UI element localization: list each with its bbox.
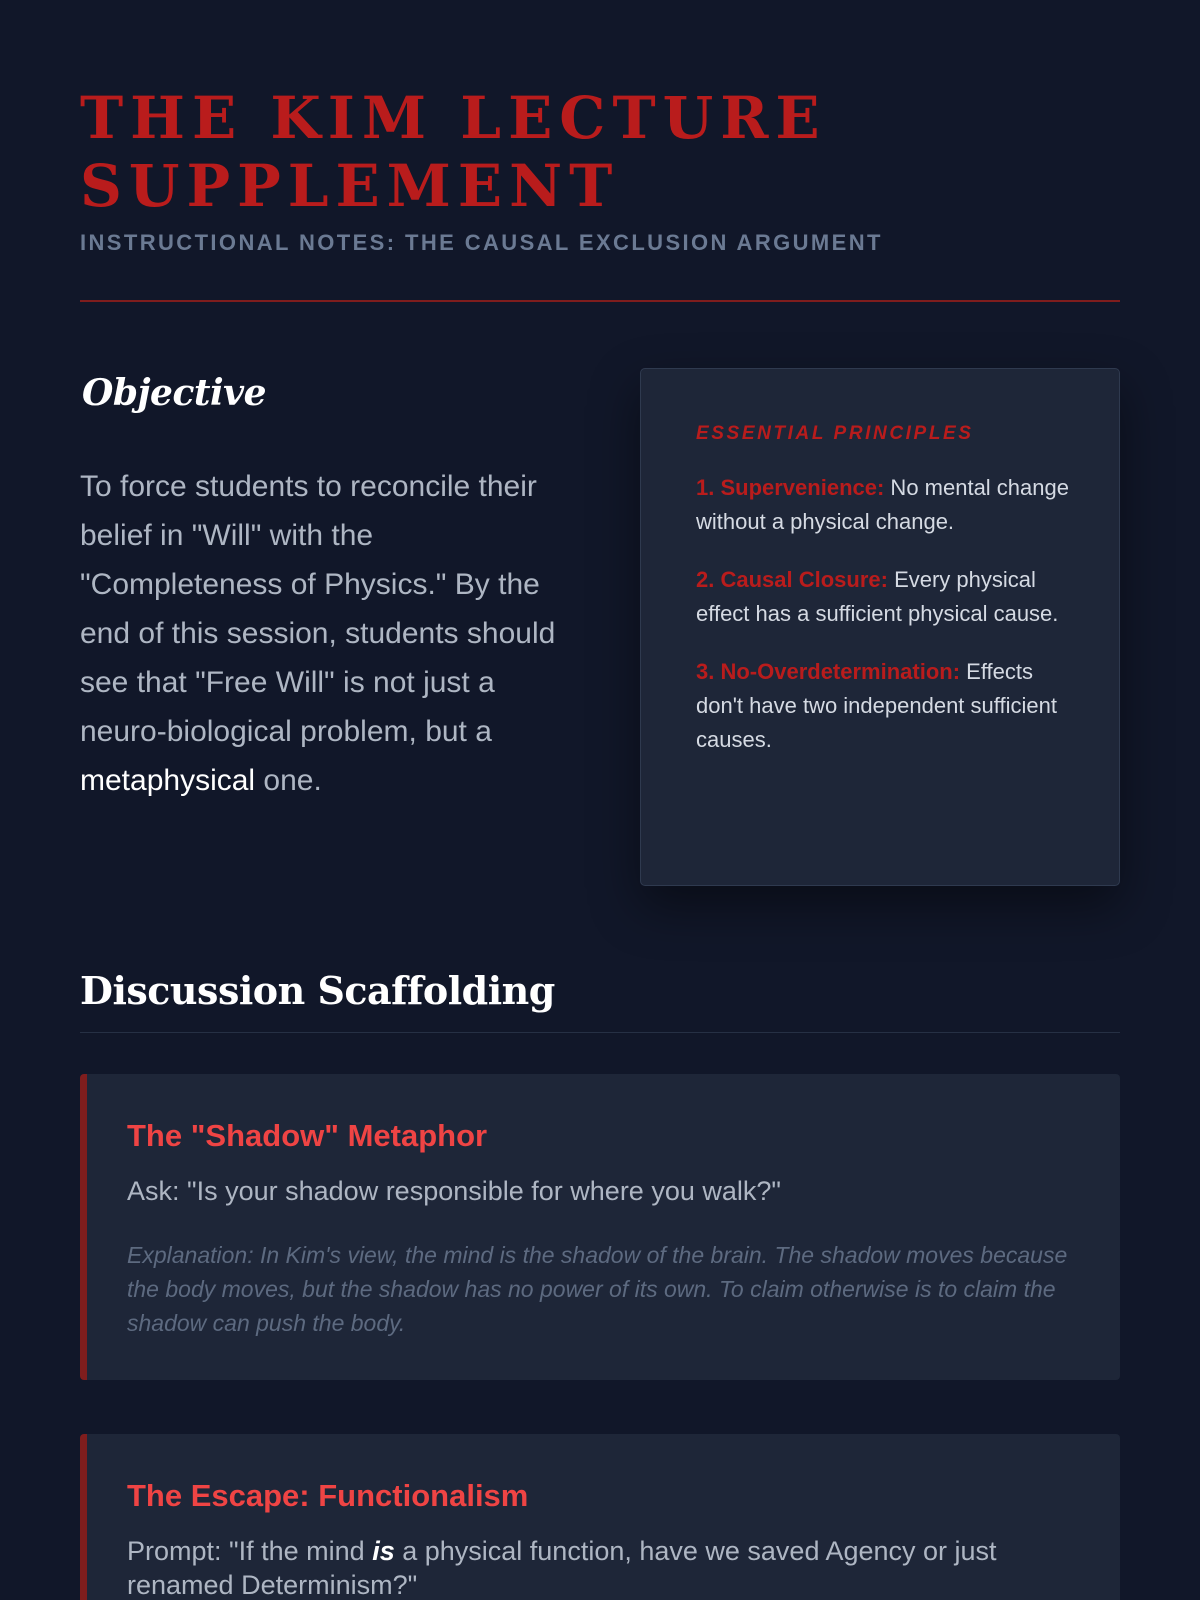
principle-term: 3. No-Overdetermination: (696, 659, 961, 684)
prompt-emphasis: is (372, 1536, 395, 1566)
principle-text: Every physical effect has a sufficient physical cause. (696, 567, 1059, 626)
functionalism-card (80, 1434, 1120, 1600)
principle-item (696, 563, 1079, 631)
principle-text: No mental change without a physical change. (696, 475, 1069, 534)
page-title: THE KIM LECTURE SUPPLEMENT (80, 84, 827, 220)
card-explanation: Explanation: In Kim's view, the mind is the shadow of the brain. The shadow moves because the body moves, but the shadow has no power of its own. To claim otherwise is to claim the shadow can push the body. (127, 1242, 1068, 1336)
objective-highlight: metaphysical (80, 764, 256, 797)
objective-text-end: one. (255, 764, 322, 797)
objective-heading: Objective (82, 372, 267, 414)
page-subtitle: INSTRUCTIONAL NOTES: THE CAUSAL EXCLUSION ARGUMENT (80, 230, 883, 255)
card-question: Ask: "Is your shadow responsible for where you walk?" (127, 1176, 781, 1206)
objective-text-start: To force students to reconcile their belief in "Will" with the "Completeness of Physics." By the end of this session, students should see that "Free Will" is not just a neuro-biological problem, but a (80, 470, 556, 748)
principle-item (696, 471, 1079, 539)
objective-text (80, 462, 570, 805)
principles-title: ESSENTIAL PRINCIPLES (696, 423, 974, 444)
card-prompt (127, 1534, 1080, 1600)
card-title: The "Shadow" Metaphor (127, 1118, 488, 1153)
prompt-start: Prompt: "If the mind (127, 1536, 373, 1566)
discussion-divider (80, 1032, 1120, 1033)
prompt-end: a physical function, have we saved Agency or just renamed Determinism?" (127, 1536, 997, 1600)
principle-term: 2. Causal Closure: (696, 567, 888, 592)
principles-panel (640, 368, 1120, 886)
principle-item (696, 655, 1079, 757)
shadow-metaphor-card (80, 1074, 1120, 1380)
discussion-heading: Discussion Scaffolding (80, 968, 555, 1013)
principle-text: Effects don't have two independent sufficient causes. (696, 659, 1057, 752)
header-divider (80, 300, 1120, 302)
card-title: The Escape: Functionalism (127, 1478, 529, 1513)
principle-term: 1. Supervenience: (696, 475, 885, 500)
